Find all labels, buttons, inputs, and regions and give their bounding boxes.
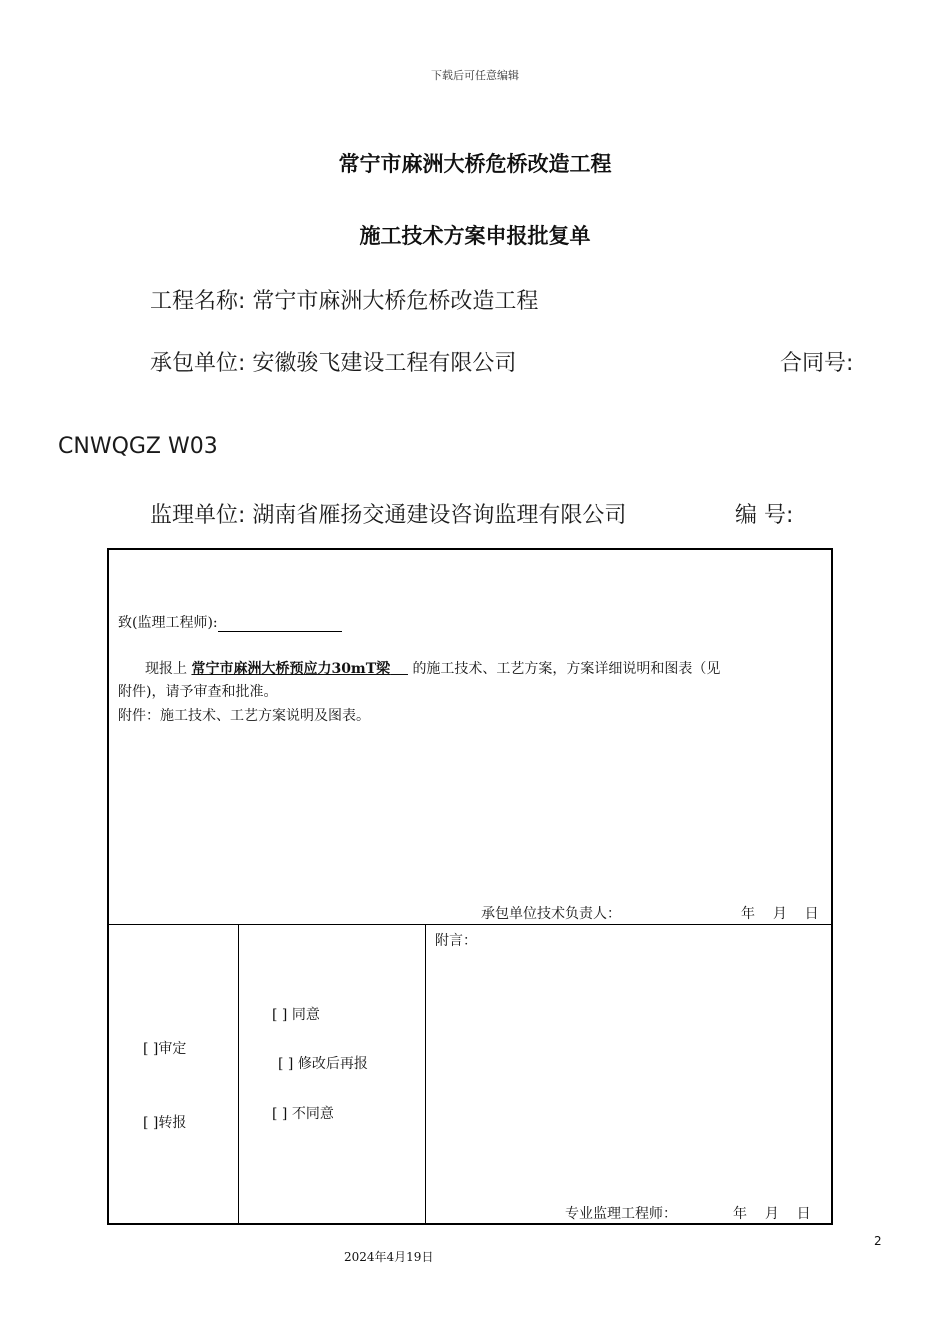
supervisor-value: 湖南省雁扬交通建设咨询监理有限公司 [252, 503, 627, 528]
year-label: 年 [741, 906, 755, 922]
column-divider-1 [238, 924, 239, 1223]
contractor-value: 安徽骏飞建设工程有限公司 [252, 351, 517, 376]
row-divider [109, 924, 831, 925]
contractor-date [741, 903, 819, 923]
supervisor-row [150, 498, 626, 529]
header-note: 下载后可任意编辑 [431, 69, 519, 82]
contractor-label: 承包单位: [150, 351, 246, 376]
to-engineer-row [118, 612, 342, 632]
submission-body-line2: 附件)，请予审查和批准。 [118, 684, 278, 700]
engineer-name-blank[interactable] [218, 617, 342, 632]
column-divider-2 [425, 924, 426, 1223]
body-suffix: 的施工技术、工艺方案，方案详细说明和图表（见 [412, 661, 721, 677]
document-title: 常宁市麻洲大桥危桥改造工程 [338, 152, 612, 176]
document-subtitle: 施工技术方案申报批复单 [359, 224, 591, 248]
supervisor-label: 监理单位: [150, 503, 246, 528]
year-label: 年 [733, 1206, 747, 1222]
project-value: 常宁市麻洲大桥危桥改造工程 [252, 289, 539, 314]
option-agree-check[interactable]: [ ] 同意 [272, 1007, 320, 1023]
option-forward-check[interactable]: [ ]转报 [143, 1115, 187, 1131]
attachment-note: 附件：施工技术、工艺方案说明及图表。 [118, 708, 370, 724]
to-engineer-label: 致(监理工程师): [118, 615, 218, 631]
day-label: 日 [796, 1206, 811, 1222]
month-label: 月 [772, 906, 787, 922]
approval-form-table [107, 548, 833, 1225]
contract-no-value: CNWQGZ W03 [58, 434, 218, 459]
contract-no-label: 合同号: [780, 351, 854, 376]
number-label: 编 号: [735, 503, 794, 528]
engineer-sign-label: 专业监理工程师： [565, 1206, 677, 1222]
remark-label: 附言： [435, 933, 477, 949]
contractor-row [150, 346, 516, 377]
submission-body-line1 [145, 658, 720, 678]
month-label: 月 [764, 1206, 779, 1222]
option-revise-check[interactable]: [ ] 修改后再报 [278, 1056, 368, 1072]
contractor-sign-label: 承包单位技术负责人： [481, 906, 621, 922]
project-label: 工程名称: [150, 289, 246, 314]
project-name-row [150, 284, 538, 315]
body-prefix: 现报上 [145, 661, 187, 677]
option-approve-check[interactable]: [ ]审定 [143, 1041, 187, 1057]
body-subject: 常宁市麻洲大桥预应力30mT梁 [191, 661, 391, 677]
day-label: 日 [804, 906, 819, 922]
footer-date: 2024年4月19日 [344, 1250, 434, 1264]
engineer-date [733, 1203, 811, 1223]
page-number: 2 [874, 1234, 882, 1248]
option-disagree-check[interactable]: [ ] 不同意 [272, 1106, 334, 1122]
